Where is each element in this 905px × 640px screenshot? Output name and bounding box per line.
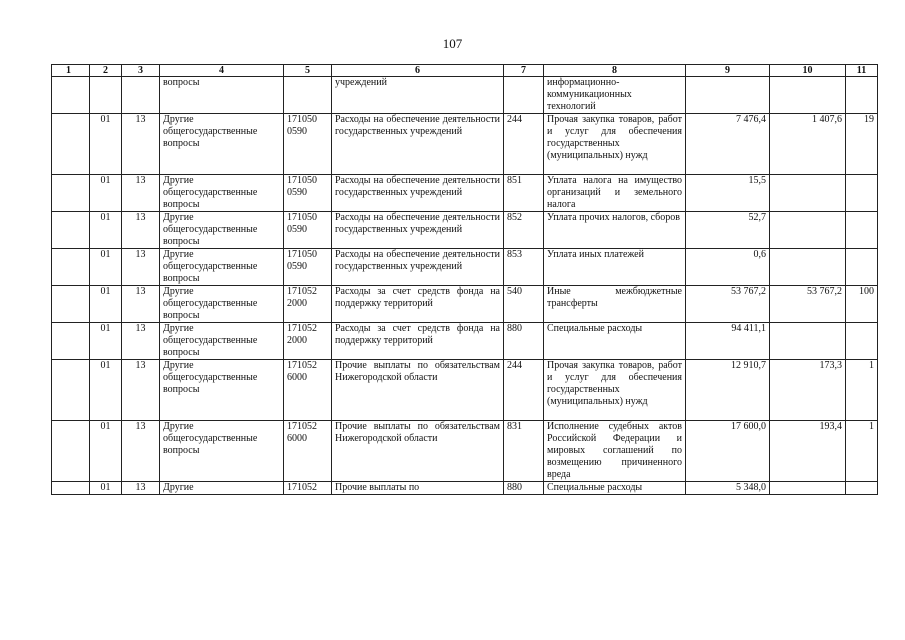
cell-col-11 — [846, 249, 878, 286]
cell-col-11: 100 — [846, 286, 878, 323]
cell-col-2 — [90, 77, 122, 114]
cell-col-3: 13 — [122, 249, 160, 286]
cell-col-7: 540 — [504, 286, 544, 323]
cell-col-6: Прочие выплаты по — [332, 482, 504, 495]
cell-col-10 — [770, 323, 846, 360]
cell-col-2: 01 — [90, 114, 122, 175]
cell-col-3: 13 — [122, 323, 160, 360]
cell-col-11 — [846, 175, 878, 212]
budget-table — [51, 64, 878, 495]
cell-col-7: 244 — [504, 114, 544, 175]
cell-col-1 — [52, 212, 90, 249]
cell-col-4: вопросы — [160, 77, 284, 114]
table-row — [52, 323, 878, 360]
column-header-3: 3 — [122, 65, 160, 77]
table-body — [52, 77, 878, 495]
cell-col-7: 244 — [504, 360, 544, 421]
cell-col-8: Специальные расходы — [544, 482, 686, 495]
cell-col-10 — [770, 175, 846, 212]
cell-col-11: 1 — [846, 360, 878, 421]
cell-col-8: Прочая закупка товаров, работ и услуг для обеспечения государственных (муниципальных) нужд — [544, 360, 686, 421]
cell-col-8: Специальные расходы — [544, 323, 686, 360]
cell-col-3: 13 — [122, 421, 160, 482]
table-row — [52, 77, 878, 114]
cell-col-9: 52,7 — [686, 212, 770, 249]
cell-col-8: Исполнение судебных актов Российской Федерации и мировых соглашений по возмещению причиненного вреда — [544, 421, 686, 482]
cell-col-9: 53 767,2 — [686, 286, 770, 323]
cell-col-3: 13 — [122, 482, 160, 495]
cell-col-3 — [122, 77, 160, 114]
cell-col-9: 15,5 — [686, 175, 770, 212]
cell-col-5 — [284, 77, 332, 114]
column-header-4: 4 — [160, 65, 284, 77]
cell-col-3: 13 — [122, 114, 160, 175]
cell-col-10: 173,3 — [770, 360, 846, 421]
cell-col-11: 1 — [846, 421, 878, 482]
cell-col-4: Другие общегосударственные вопросы — [160, 323, 284, 360]
cell-col-7 — [504, 77, 544, 114]
cell-col-11: 19 — [846, 114, 878, 175]
cell-col-4: Другие общегосударственные вопросы — [160, 212, 284, 249]
cell-col-8: Уплата прочих налогов, сборов — [544, 212, 686, 249]
cell-col-11 — [846, 212, 878, 249]
cell-col-3: 13 — [122, 212, 160, 249]
table-row — [52, 114, 878, 175]
cell-col-4: Другие общегосударственные вопросы — [160, 286, 284, 323]
column-header-9: 9 — [686, 65, 770, 77]
header-row — [52, 65, 878, 77]
column-header-10: 10 — [770, 65, 846, 77]
page-number: 107 — [442, 36, 463, 51]
cell-col-9: 7 476,4 — [686, 114, 770, 175]
cell-col-7: 880 — [504, 482, 544, 495]
cell-col-9: 5 348,0 — [686, 482, 770, 495]
cell-col-9: 17 600,0 — [686, 421, 770, 482]
cell-col-4: Другие общегосударственные вопросы — [160, 360, 284, 421]
cell-col-11 — [846, 77, 878, 114]
cell-col-10: 53 767,2 — [770, 286, 846, 323]
cell-col-8: Уплата налога на имущество организаций и земельного налога — [544, 175, 686, 212]
cell-col-9: 12 910,7 — [686, 360, 770, 421]
cell-col-8: Прочая закупка товаров, работ и услуг для обеспечения государственных (муниципальных) нужд — [544, 114, 686, 175]
cell-col-11 — [846, 482, 878, 495]
column-header-2: 2 — [90, 65, 122, 77]
column-header-1: 1 — [52, 65, 90, 77]
cell-col-1 — [52, 286, 90, 323]
table-row — [52, 212, 878, 249]
cell-col-2: 01 — [90, 360, 122, 421]
cell-col-8: Уплата иных платежей — [544, 249, 686, 286]
cell-col-4: Другие общегосударственные вопросы — [160, 114, 284, 175]
cell-col-7: 853 — [504, 249, 544, 286]
cell-col-1 — [52, 77, 90, 114]
cell-col-10 — [770, 249, 846, 286]
cell-col-6: Расходы за счет средств фонда на поддержку территорий — [332, 286, 504, 323]
cell-col-3: 13 — [122, 360, 160, 421]
cell-col-5: 171052 2000 — [284, 323, 332, 360]
table-row — [52, 249, 878, 286]
cell-col-2: 01 — [90, 286, 122, 323]
table-row — [52, 175, 878, 212]
cell-col-5: 171052 6000 — [284, 360, 332, 421]
cell-col-5: 171050 0590 — [284, 175, 332, 212]
cell-col-2: 01 — [90, 421, 122, 482]
cell-col-4: Другие общегосударственные вопросы — [160, 421, 284, 482]
cell-col-4: Другие — [160, 482, 284, 495]
cell-col-11 — [846, 323, 878, 360]
cell-col-9: 0,6 — [686, 249, 770, 286]
table-row — [52, 360, 878, 421]
cell-col-1 — [52, 114, 90, 175]
cell-col-5: 171050 0590 — [284, 212, 332, 249]
cell-col-5: 171052 2000 — [284, 286, 332, 323]
cell-col-5: 171050 0590 — [284, 249, 332, 286]
cell-col-10: 1 407,6 — [770, 114, 846, 175]
column-header-8: 8 — [544, 65, 686, 77]
cell-col-5: 171052 6000 — [284, 421, 332, 482]
cell-col-5: 171050 0590 — [284, 114, 332, 175]
cell-col-8: Иные межбюджетные трансферты — [544, 286, 686, 323]
cell-col-9: 94 411,1 — [686, 323, 770, 360]
cell-col-7: 852 — [504, 212, 544, 249]
cell-col-2: 01 — [90, 175, 122, 212]
cell-col-10: 193,4 — [770, 421, 846, 482]
cell-col-6: Прочие выплаты по обязательствам Нижегородской области — [332, 360, 504, 421]
table-row — [52, 421, 878, 482]
column-header-7: 7 — [504, 65, 544, 77]
table-row — [52, 286, 878, 323]
cell-col-2: 01 — [90, 323, 122, 360]
cell-col-3: 13 — [122, 175, 160, 212]
cell-col-8: информационно-коммуникационных технологий — [544, 77, 686, 114]
cell-col-1 — [52, 323, 90, 360]
cell-col-10 — [770, 212, 846, 249]
cell-col-7: 831 — [504, 421, 544, 482]
cell-col-7: 880 — [504, 323, 544, 360]
cell-col-1 — [52, 482, 90, 495]
cell-col-2: 01 — [90, 212, 122, 249]
cell-col-6: Расходы за счет средств фонда на поддержку территорий — [332, 323, 504, 360]
cell-col-3: 13 — [122, 286, 160, 323]
cell-col-1 — [52, 249, 90, 286]
cell-col-2: 01 — [90, 482, 122, 495]
cell-col-10 — [770, 482, 846, 495]
column-header-5: 5 — [284, 65, 332, 77]
cell-col-6: Расходы на обеспечение деятельности государственных учреждений — [332, 249, 504, 286]
column-header-11: 11 — [846, 65, 878, 77]
cell-col-6: Прочие выплаты по обязательствам Нижегородской области — [332, 421, 504, 482]
column-header-6: 6 — [332, 65, 504, 77]
cell-col-10 — [770, 77, 846, 114]
cell-col-1 — [52, 360, 90, 421]
cell-col-2: 01 — [90, 249, 122, 286]
cell-col-9 — [686, 77, 770, 114]
cell-col-7: 851 — [504, 175, 544, 212]
cell-col-1 — [52, 421, 90, 482]
cell-col-6: Расходы на обеспечение деятельности государственных учреждений — [332, 175, 504, 212]
cell-col-1 — [52, 175, 90, 212]
cell-col-4: Другие общегосударственные вопросы — [160, 249, 284, 286]
cell-col-6: Расходы на обеспечение деятельности государственных учреждений — [332, 114, 504, 175]
cell-col-4: Другие общегосударственные вопросы — [160, 175, 284, 212]
cell-col-6: Расходы на обеспечение деятельности государственных учреждений — [332, 212, 504, 249]
table-row — [52, 482, 878, 495]
cell-col-6: учреждений — [332, 77, 504, 114]
cell-col-5: 171052 — [284, 482, 332, 495]
